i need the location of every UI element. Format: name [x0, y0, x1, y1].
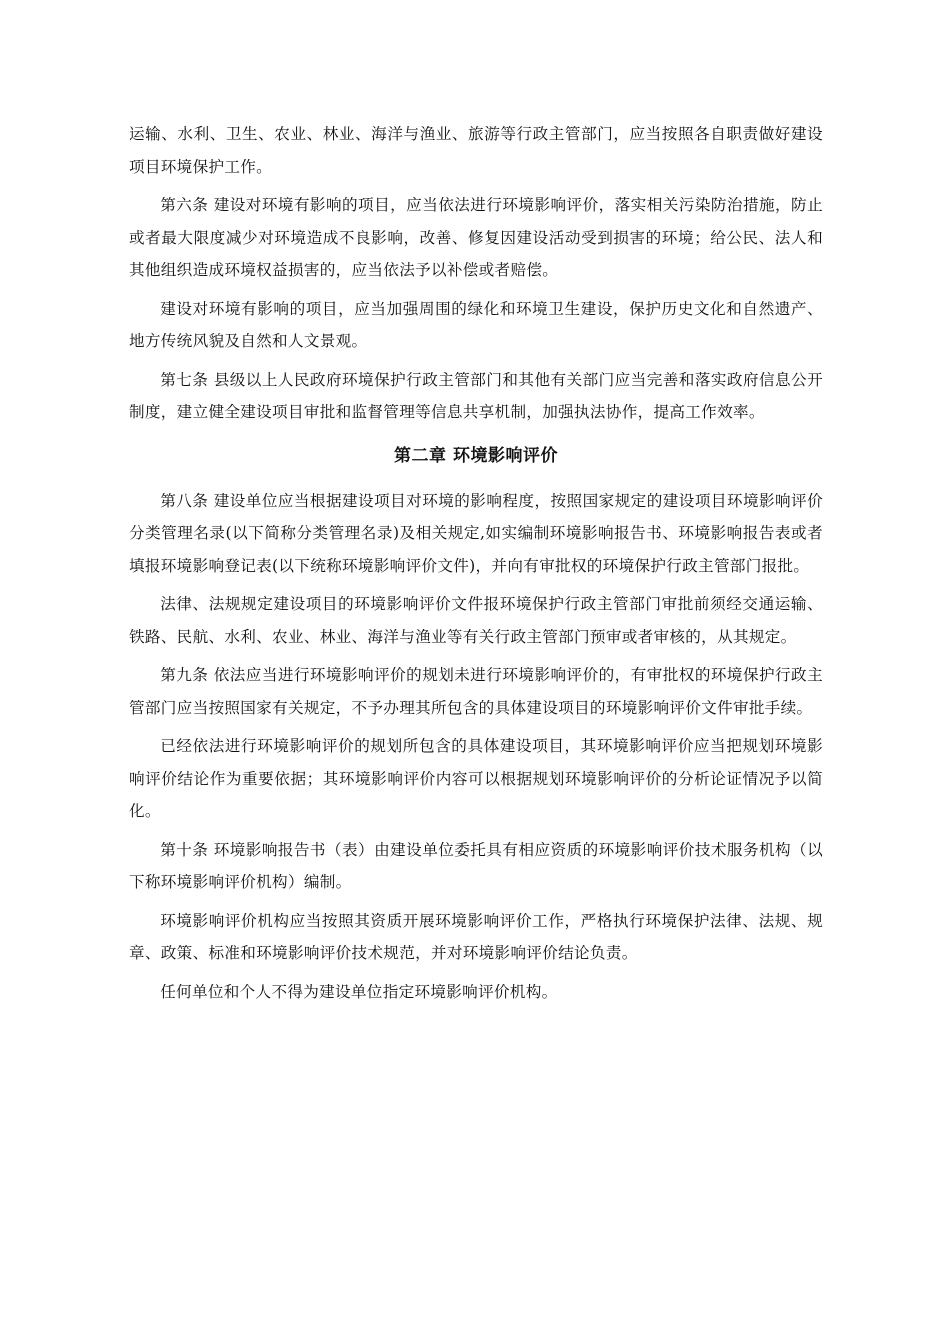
article-8-paragraph: 第八条 建设单位应当根据建设项目对环境的影响程度，按照国家规定的建设项目环境影响评价分类管理名录(以下简称分类管理名录)及相关规定,如实编制环境影响报告书、环境影响报告表或者填报环境影响登记表(以下统称环境影响评价文件)，并向有审批权的环境保护行政主管部门报批。	[129, 491, 823, 575]
article-6-paragraph-2: 建设对环境有影响的项目，应当加强周围的绿化和环境卫生建设，保护历史文化和自然遗产、地方传统风貌及自然和人文景观。	[129, 299, 823, 350]
article-6-paragraph: 第六条 建设对环境有影响的项目，应当依法进行环境影响评价，落实相关污染防治措施，防止或者最大限度减少对环境造成不良影响，改善、修复因建设活动受到损害的环境；给公民、法人和其他组织造成环境权益损害的，应当依法予以补偿或者赔偿。	[129, 196, 823, 279]
article-9-paragraph: 第九条 依法应当进行环境影响评价的规划未进行环境影响评价的，有审批权的环境保护行政主管部门应当按照国家有关规定，不予办理其所包含的具体建设项目的环境影响评价文件审批手续。	[129, 666, 823, 717]
article-9-paragraph-2: 已经依法进行环境影响评价的规划所包含的具体建设项目，其环境影响评价应当把规划环境影响评价结论作为重要依据；其环境影响评价内容可以根据规划环境影响评价的分析论证情况予以简化。	[129, 737, 823, 820]
article-7-paragraph: 第七条 县级以上人民政府环境保护行政主管部门和其他有关部门应当完善和落实政府信息公开制度，建立健全建设项目审批和监督管理等信息共享机制，加强执法协作，提高工作效率。	[129, 370, 823, 421]
document-body	[129, 118, 823, 1014]
chapter-title: 第二章 环境影响评价	[394, 445, 558, 466]
article-10-paragraph-3: 任何单位和个人不得为建设单位指定环境影响评价机构。	[160, 982, 558, 1001]
article-10-paragraph: 第十条 环境影响报告书（表）由建设单位委托具有相应资质的环境影响评价技术服务机构（以下称环境影响评价机构）编制。	[129, 840, 823, 891]
article-8-paragraph-2: 法律、法规规定建设项目的环境影响评价文件报环境保护行政主管部门审批前须经交通运输、铁路、民航、水利、农业、林业、海洋与渔业等有关行政主管部门预审或者审核的，从其规定。	[129, 595, 823, 646]
article-10-paragraph-2: 环境影响评价机构应当按照其资质开展环境影响评价工作，严格执行环境保护法律、法规、规章、政策、标准和环境影响评价技术规范，并对环境影响评价结论负责。	[129, 911, 823, 962]
paragraph-continuation: 运输、水利、卫生、农业、林业、海洋与渔业、旅游等行政主管部门，应当按照各自职责做好建设项目环境保护工作。	[129, 125, 823, 176]
